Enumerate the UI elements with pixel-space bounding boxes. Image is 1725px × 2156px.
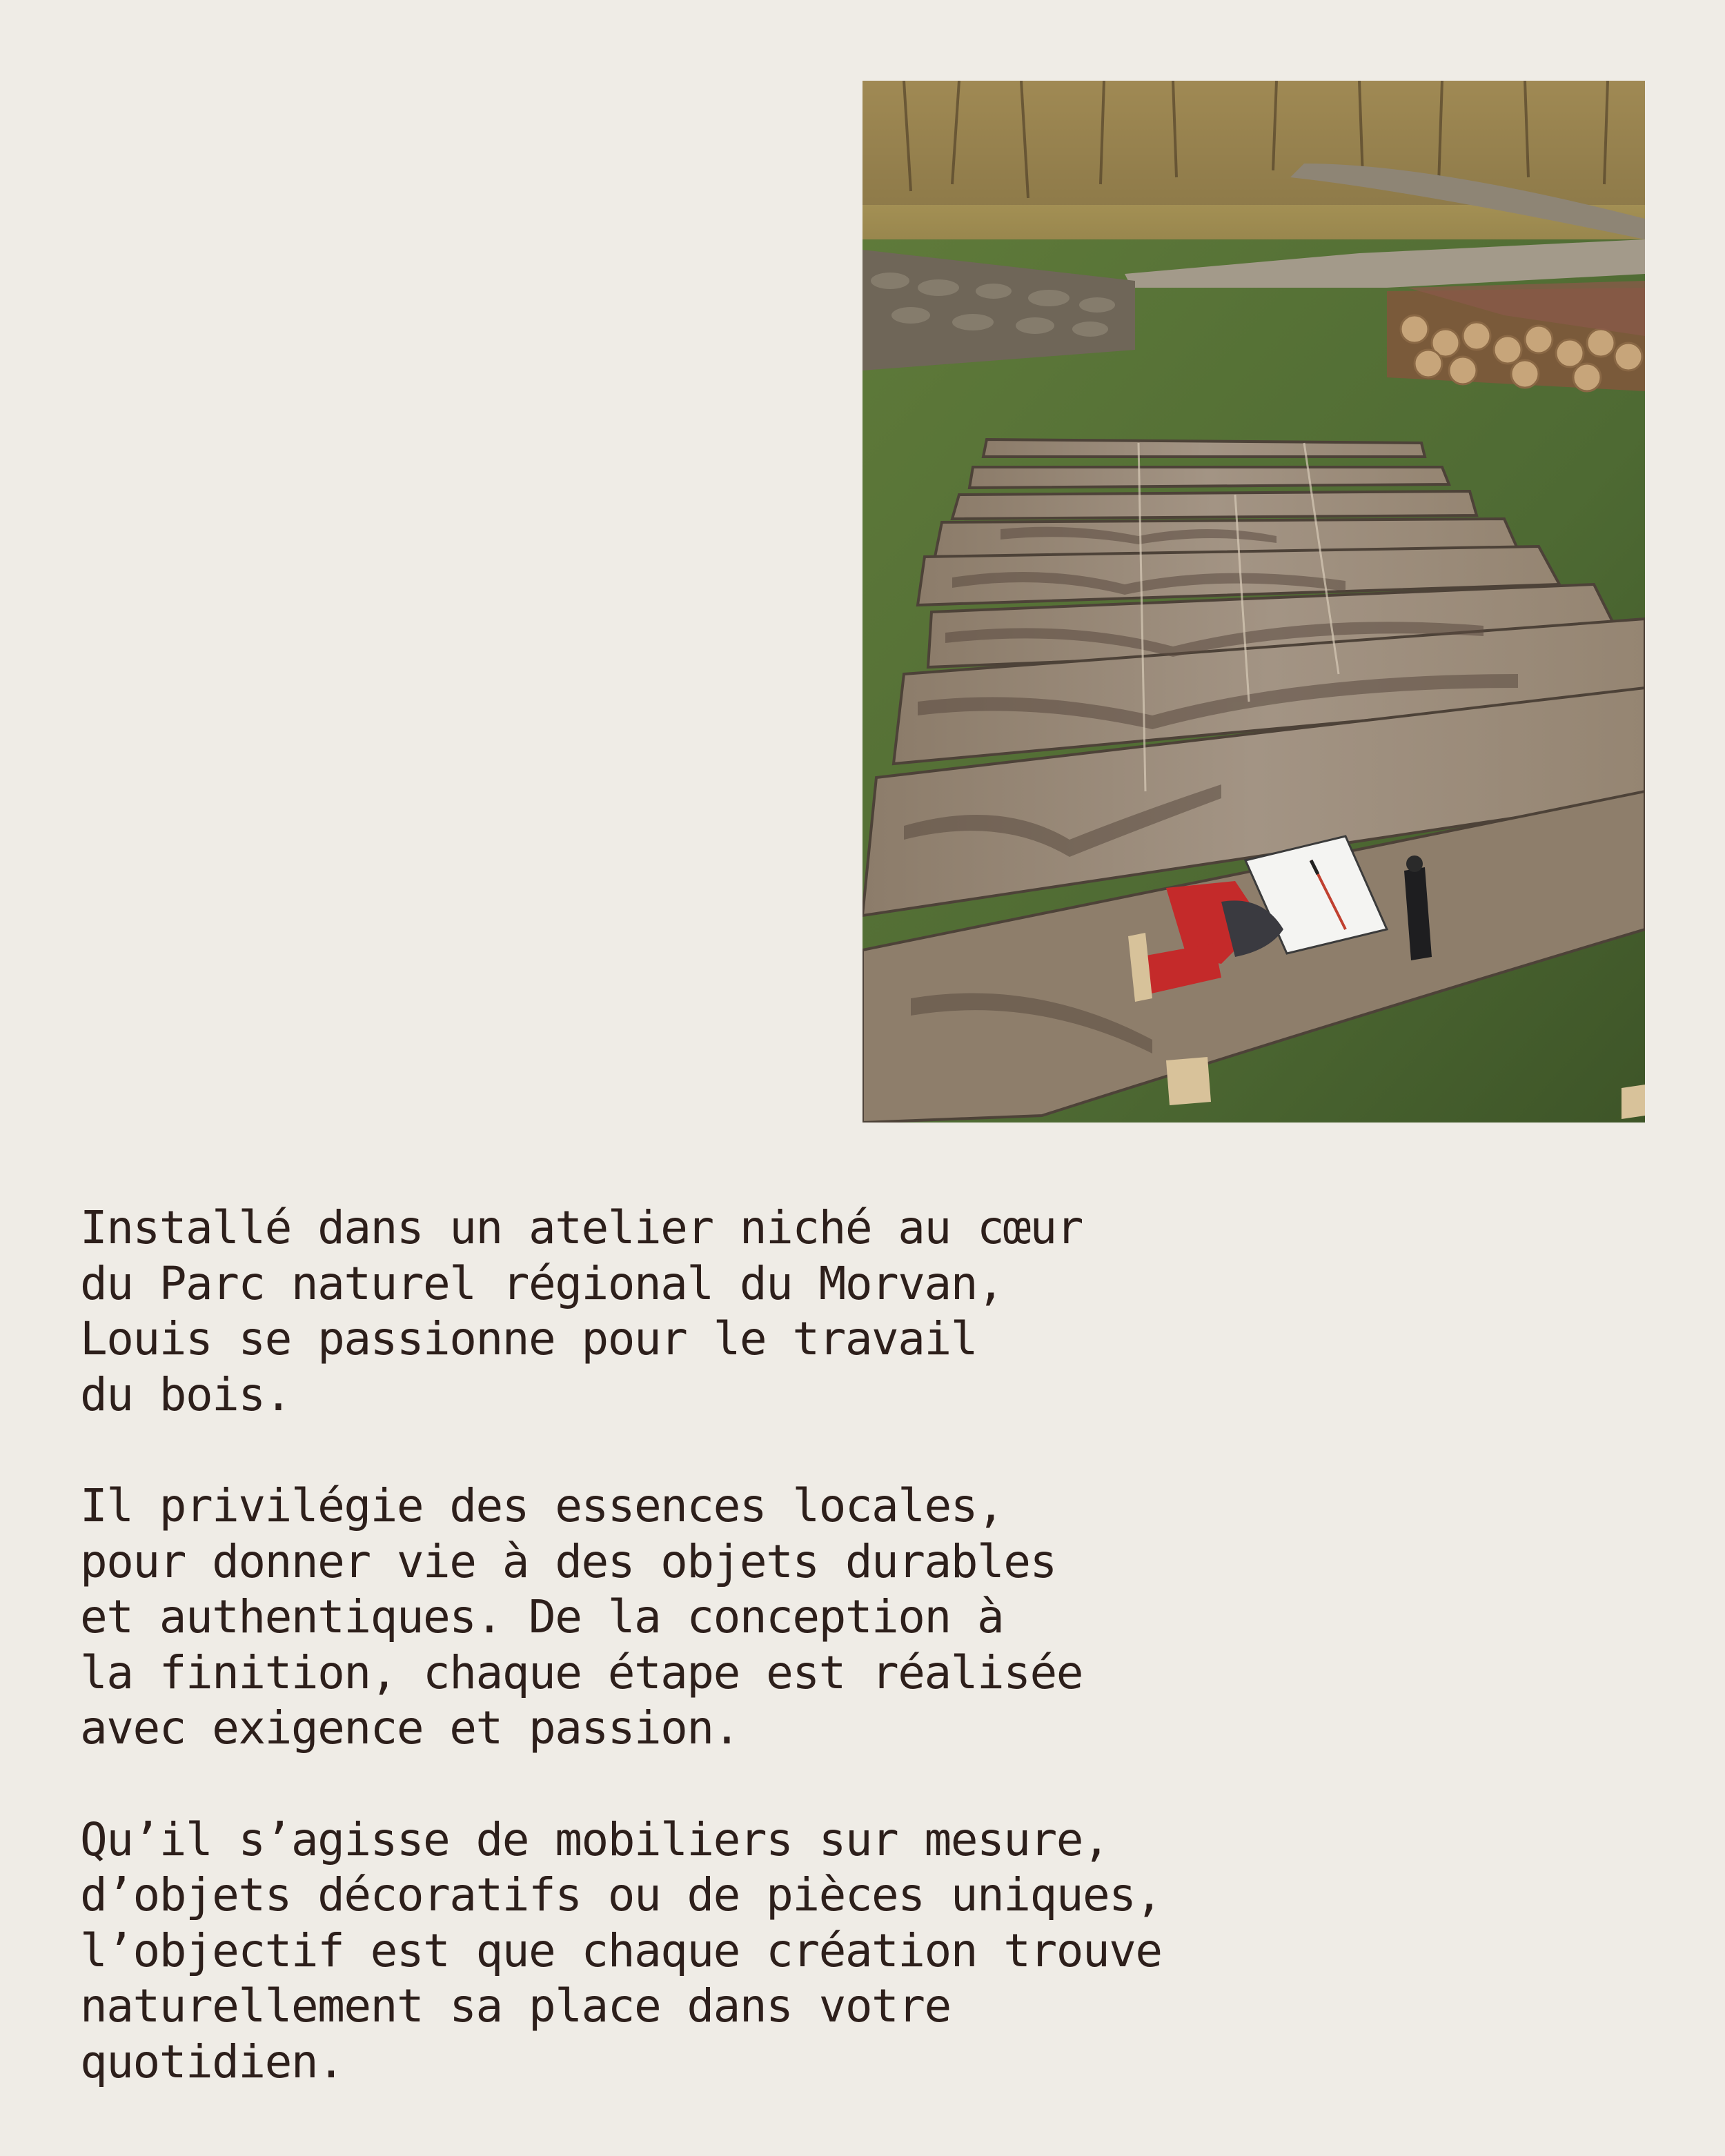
intro-text (80, 1200, 1322, 2146)
paragraph-atelier: Installé dans un atelier niché au cœur du Parc naturel régional du Morvan, Louis se passionne pour le travail du bois. (80, 1201, 1083, 1421)
wood-planks-photo (862, 81, 1645, 1122)
paragraph-creations: Qu’il s’agisse de mobiliers sur mesure, d’objets décoratifs ou de pièces uniques, l’objectif est que chaque création trouve naturellement sa place dans votre quotidien. (80, 1812, 1162, 2088)
paragraph-essences: Il privilégie des essences locales, pour donner vie à des objets durables et authentiques. De la conception à la finition, chaque étape est réalisée avec exigence et passion. (80, 1479, 1083, 1754)
